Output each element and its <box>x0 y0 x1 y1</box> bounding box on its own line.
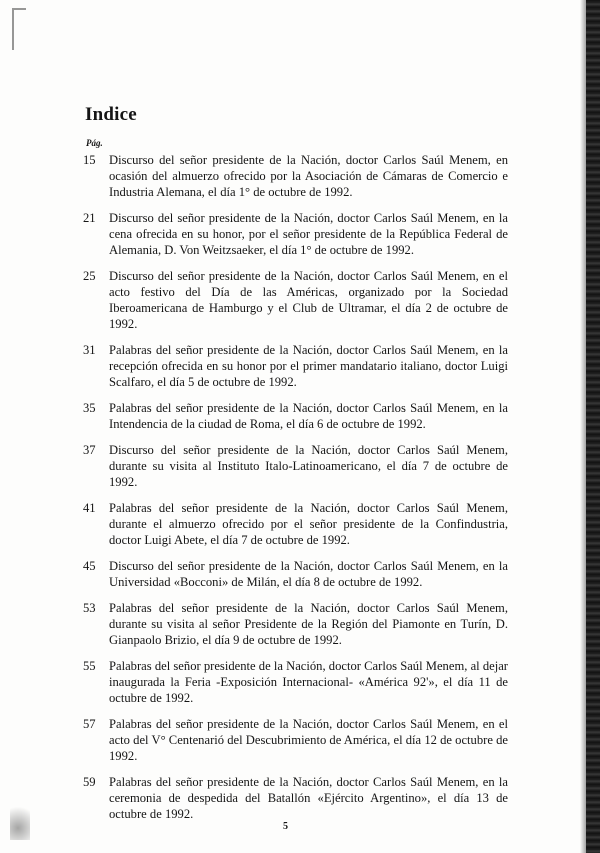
entry-page-number: 45 <box>83 559 96 573</box>
page-title: Indice <box>85 104 137 125</box>
entry-page-number: 41 <box>83 501 96 515</box>
index-entry <box>83 210 508 258</box>
entry-text: Palabras del señor presidente de la Nación, doctor Carlos Saúl Menem, al dejar inaugurada la Feria -Exposición Internacional- «América 92'», el día 11 de octubre de 1992. <box>109 659 508 705</box>
entry-text: Discurso del señor presidente de la Nación, doctor Carlos Saúl Menem, durante su visita al Instituto Italo-Latinoamericano, el día 7 de octubre de 1992. <box>109 443 508 489</box>
index-entry <box>83 558 508 590</box>
entry-page-number: 55 <box>83 659 96 673</box>
index-entry <box>83 268 508 332</box>
entry-page-number: 37 <box>83 443 96 457</box>
index-entry <box>83 342 508 390</box>
index-list <box>83 152 508 832</box>
entry-text: Discurso del señor presidente de la Nación, doctor Carlos Saúl Menem, en el acto festivo del Día de las Américas, organizado por la Sociedad Iberoamericana de Hamburgo y el Club de Ultramar, el día 2 de octubre de 1992. <box>109 269 508 331</box>
entry-page-number: 57 <box>83 717 96 731</box>
entry-page-number: 15 <box>83 153 96 167</box>
index-entry <box>83 716 508 764</box>
index-entry <box>83 600 508 648</box>
scan-corner-mark <box>12 8 26 50</box>
index-entry <box>83 152 508 200</box>
index-entry <box>83 658 508 706</box>
entry-page-number: 21 <box>83 211 96 225</box>
entry-text: Palabras del señor presidente de la Nación, doctor Carlos Saúl Menem, en la ceremonia de despedida del Batallón «Ejército Argentino», el día 13 de octubre de 1992. <box>109 775 508 821</box>
entry-page-number: 53 <box>83 601 96 615</box>
entry-page-number: 25 <box>83 269 96 283</box>
entry-text: Discurso del señor presidente de la Nación, doctor Carlos Saúl Menem, en la Universidad «Bocconi» de Milán, el día 8 de octubre de 1992. <box>109 559 508 589</box>
entry-text: Palabras del señor presidente de la Nación, doctor Carlos Saúl Menem, durante el almuerzo ofrecido por el señor presidente de la Confindustria, doctor Luigi Abete, el día 7 de octubre de 1992. <box>109 501 508 547</box>
entry-text: Palabras del señor presidente de la Nación, doctor Carlos Saúl Menem, durante su visita al señor Presidente de la Región del Piamonte en Turín, D. Gianpaolo Brizio, el día 9 de octubre de 1992. <box>109 601 508 647</box>
scan-smudge <box>10 800 30 840</box>
entry-text: Discurso del señor presidente de la Nación, doctor Carlos Saúl Menem, en ocasión del almuerzo ofrecido por la Asociación de Cámaras de Comercio e Industria Alemana, el día 1° de octubre de 1992. <box>109 153 508 199</box>
index-entry <box>83 442 508 490</box>
page-column-label: Pág. <box>86 138 103 148</box>
entry-text: Palabras del señor presidente de la Nación, doctor Carlos Saúl Menem, en la Intendencia de la ciudad de Roma, el día 6 de octubre de 1992. <box>109 401 508 431</box>
entry-page-number: 31 <box>83 343 96 357</box>
index-entry <box>83 500 508 548</box>
entry-text: Discurso del señor presidente de la Nación, doctor Carlos Saúl Menem, en la cena ofrecida en su honor, por el señor presidente de la República Federal de Alemania, D. Von Weitzsaeker, el día 1° de octubre de 1992. <box>109 211 508 257</box>
entry-page-number: 35 <box>83 401 96 415</box>
index-entry <box>83 774 508 822</box>
entry-text: Palabras del señor presidente de la Nación, doctor Carlos Saúl Menem, en el acto del V° Centenarió del Descubrimiento de América, el día 12 de octubre de 1992. <box>109 717 508 763</box>
scan-edge <box>586 0 600 853</box>
entry-page-number: 59 <box>83 775 96 789</box>
index-entry <box>83 400 508 432</box>
entry-text: Palabras del señor presidente de la Nación, doctor Carlos Saúl Menem, en la recepción ofrecida en su honor por el primer mandatario italiano, doctor Luigi Scalfaro, el día 5 de octubre de 1992. <box>109 343 508 389</box>
page-number: 5 <box>283 821 288 832</box>
